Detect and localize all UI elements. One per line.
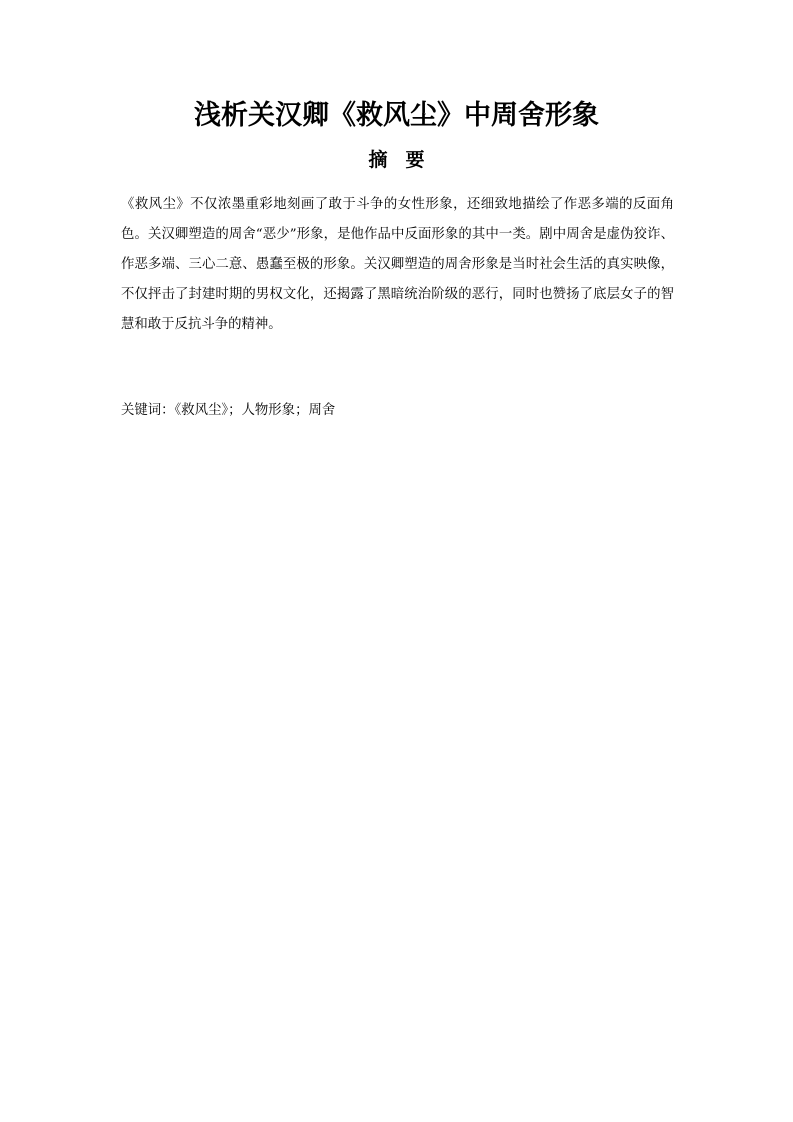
paper-title: 浅析关汉卿《救风尘》中周舍形象: [194, 100, 599, 131]
keywords-line: 关键词：《救风尘》；人物形象；周舍: [121, 403, 336, 418]
abstract-paragraph: 《救风尘》不仅浓墨重彩地刻画了敢于斗争的女性形象，还细致地描绘了作恶多端的反面角色。关汉卿塑造的周舍“恶少”形象，是他作品中反面形象的其中一类。剧中周舍是虚伪狡诈、作恶多端、三心二意、愚蠢至极的形象。关汉卿塑造的周舍形象是当时社会生活的真实映像，不仅抨击了封建时期的男权文化，还揭露了黑暗统治阶级的恶行，同时也赞扬了底层女子的智慧和敢于反抗斗争的精神。: [121, 197, 674, 332]
abstract-heading: 摘要: [368, 149, 443, 171]
